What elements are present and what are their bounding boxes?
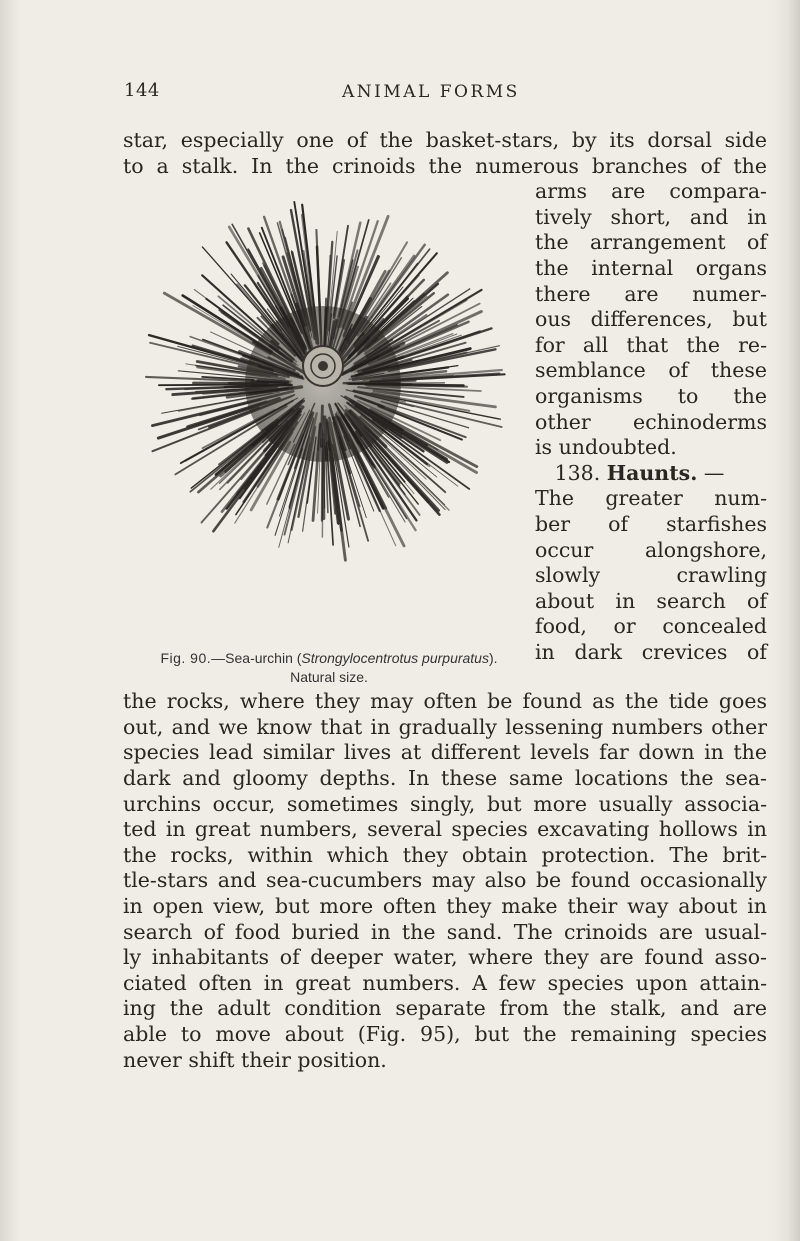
- page-gutter-shadow: [0, 0, 20, 1241]
- text-line: there are numer-: [535, 281, 767, 306]
- wrapped-column: [535, 179, 767, 665]
- text-line: ous differences, but: [535, 307, 767, 332]
- text-line: about in search of: [535, 588, 767, 613]
- section-number: 138.: [554, 460, 601, 485]
- text-line: ly inhabitants of deeper water, where they are found asso-: [123, 945, 767, 970]
- caption-after: ).: [488, 650, 498, 667]
- text-line: ber of starfishes: [535, 511, 767, 536]
- text-line: is undoubted.: [535, 435, 677, 460]
- page-edge-shadow: [770, 0, 800, 1241]
- text-line: arms are compara-: [535, 179, 767, 204]
- text-line: in dark crevices of: [535, 639, 767, 664]
- sea-urchin-illustration: [133, 189, 513, 579]
- continued-text: [123, 689, 767, 1073]
- section-title: Haunts.: [606, 460, 698, 485]
- text-line: the rocks, within which they obtain protection. The brit-: [123, 842, 767, 867]
- caption-line-2: Natural size.: [290, 669, 368, 686]
- section-dash: —: [697, 460, 725, 485]
- text-line: out, and we know that in gradually lessening numbers other: [123, 714, 767, 739]
- figure-caption: Fig. 90.—Sea-urchin (Strongylocentrotus purpuratus). Natural size.: [123, 649, 535, 687]
- page-header: [0, 80, 800, 116]
- text-line: The greater num-: [535, 486, 767, 511]
- text-line: ted in great numbers, several species excavating hollows in: [123, 817, 767, 842]
- figure: [123, 179, 535, 689]
- text-line: ciated often in great numbers. A few species upon attain-: [123, 970, 767, 995]
- text-line: search of food buried in the sand. The crinoids are usual-: [123, 919, 767, 944]
- text-line: species lead similar lives at different levels far down in the: [123, 740, 767, 765]
- text-line: tle-stars and sea-cucumbers may also be found occasionally: [123, 868, 767, 893]
- text-line: dark and gloomy depths. In these same locations the sea-: [123, 765, 767, 790]
- text-line: the internal organs: [535, 255, 767, 280]
- text-line: able to move about (Fig. 95), but the remaining species: [123, 1021, 767, 1046]
- text-line: ing the adult condition separate from the stalk, and are: [123, 996, 767, 1021]
- body-text: [123, 128, 767, 1073]
- page-number: 144: [124, 80, 160, 101]
- text-line: for all that the re-: [535, 332, 767, 357]
- text-line: the arrangement of: [535, 230, 767, 255]
- text-line: food, or concealed: [535, 614, 767, 639]
- text-line: other echinoderms: [535, 409, 767, 434]
- text-line: urchins occur, sometimes singly, but more usually associa-: [123, 791, 767, 816]
- caption-text: Sea-urchin (: [225, 650, 302, 667]
- figure-label: Fig. 90.: [160, 650, 212, 667]
- text-line: the rocks, where they may often be found as the tide goes: [123, 689, 767, 714]
- text-line: tively short, and in: [535, 204, 767, 229]
- running-head: ANIMAL FORMS: [342, 82, 520, 102]
- text-line: star, especially one of the basket-stars, by its dorsal side: [123, 128, 767, 152]
- text-line: in open view, but more often they make their way about in: [123, 893, 767, 918]
- text-line: occur alongshore,: [535, 537, 767, 562]
- text-line: to a stalk. In the crinoids the numerous branches of the: [123, 153, 767, 178]
- section-heading-line: [535, 461, 767, 487]
- text-line: organisms to the: [535, 383, 767, 408]
- text-line: semblance of these: [535, 358, 767, 383]
- text-line: slowly crawling: [535, 563, 767, 588]
- text-line: never shift their position.: [123, 1047, 387, 1072]
- caption-species: Strongylocentrotus purpuratus: [301, 650, 489, 667]
